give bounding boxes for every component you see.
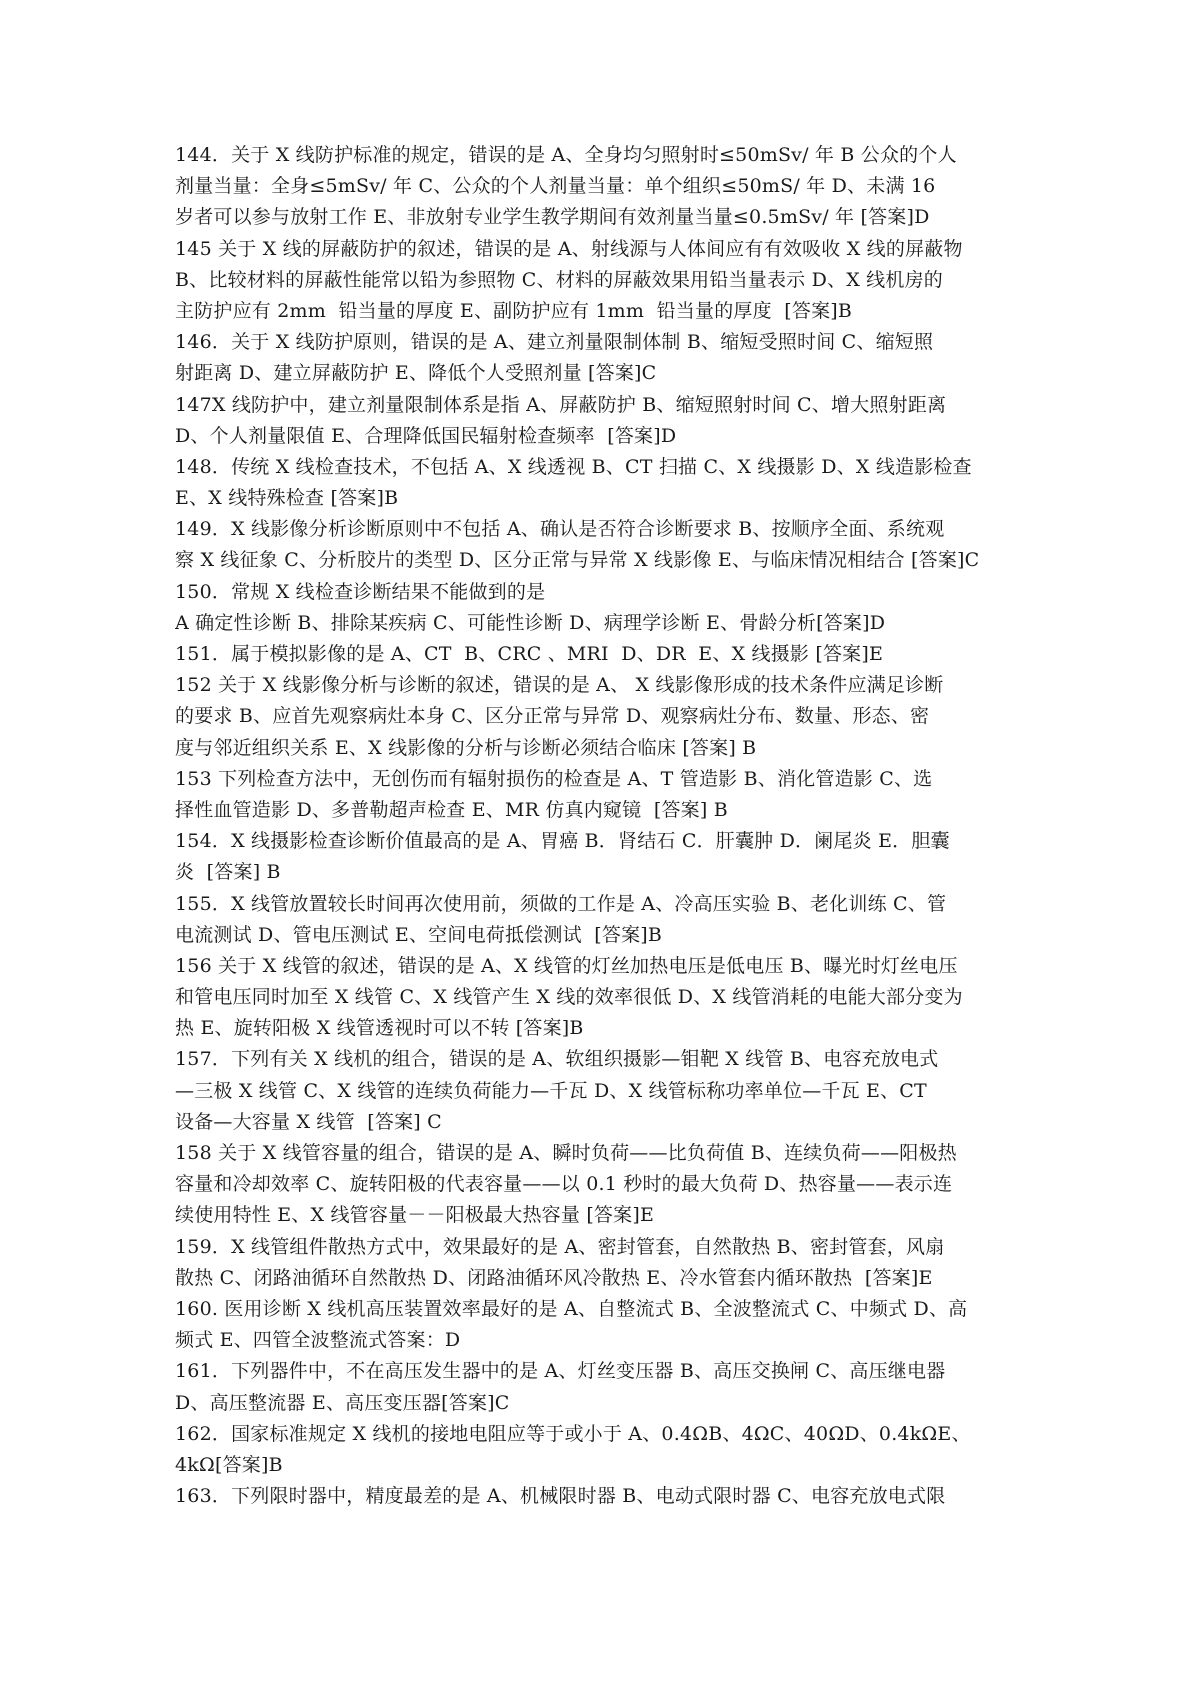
text-line: 主防护应有 2mm 铅当量的厚度 E、副防护应有 1mm 铅当量的厚度 [答案]B <box>175 299 853 322</box>
text-line: B、比较材料的屏蔽性能常以铅为参照物 C、材料的屏蔽效果用铅当量表示 D、X 线机房的 <box>175 268 943 291</box>
text-line: 择性血管造影 D、多普勒超声检查 E、MR 仿真内窥镜 [答案] B <box>175 798 728 821</box>
document-body <box>175 140 1015 1512</box>
text-line: 岁者可以参与放射工作 E、非放射专业学生教学期间有效剂量当量≤0.5mSv/ 年 [答案]D <box>175 206 930 229</box>
text-line: 设备—大容量 X 线管 [答案] C <box>175 1110 442 1133</box>
text-line: 162．国家标准规定 X 线机的接地电阻应等于或小于 A、0.4ΩB、4ΩC、40ΩD、0.4kΩE、 <box>175 1422 971 1445</box>
text-line: D、高压整流器 E、高压变压器[答案]C <box>175 1391 510 1414</box>
text-line: 156 关于 X 线管的叙述，错误的是 A、X 线管的灯丝加热电压是低电压 B、曝光时灯丝电压 <box>175 954 958 977</box>
text-line: 160. 医用诊断 X 线机高压装置效率最好的是 A、自整流式 B、全波整流式 C、中频式 D、高 <box>175 1297 968 1320</box>
text-line: 150．常规 X 线检查诊断结果不能做到的是 <box>175 580 546 603</box>
text-line: 163．下列限时器中，精度最差的是 A、机械限时器 B、电动式限时器 C、电容充放电式限 <box>175 1485 946 1508</box>
text-line: 射距离 D、建立屏蔽防护 E、降低个人受照剂量 [答案]C <box>175 362 657 385</box>
text-line: 频式 E、四管全波整流式答案：D <box>175 1329 461 1352</box>
text-line: E、X 线特殊检查 [答案]B <box>175 487 399 510</box>
text-line: —三极 X 线管 C、X 线管的连续负荷能力—千瓦 D、X 线管标称功率单位—千瓦 E、CT <box>175 1079 927 1102</box>
text-line: 续使用特性 E、X 线管容量－－阳极最大热容量 [答案]E <box>175 1204 655 1227</box>
text-line: 的要求 B、应首先观察病灶本身 C、区分正常与异常 D、观察病灶分布、数量、形态、密 <box>175 705 930 728</box>
text-line: 剂量当量：全身≤5mSv/ 年 C、公众的个人剂量当量：单个组织≤50mS/ 年 D、未满 16 <box>175 175 936 198</box>
text-line: 散热 C、闭路油循环自然散热 D、闭路油循环风冷散热 E、冷水管套内循环散热 [答案]E <box>175 1266 933 1289</box>
text-line: 144．关于 X 线防护标准的规定，错误的是 A、全身均匀照射时≤50mSv/ 年 B 公众的个人 <box>175 144 957 166</box>
text-line: 热 E、旋转阳极 X 线管透视时可以不转 [答案]B <box>175 1017 584 1040</box>
text-line: D、个人剂量限值 E、合理降低国民辐射检查频率 [答案]D <box>175 424 677 447</box>
text-line: 158 关于 X 线管容量的组合，错误的是 A、瞬时负荷——比负荷值 B、连续负荷——阳极热 <box>175 1142 957 1164</box>
text-line: 149．X 线影像分析诊断原则中不包括 A、确认是否符合诊断要求 B、按顺序全面、系统观 <box>175 518 945 541</box>
text-line: 154．X 线摄影检查诊断价值最高的是 A、胃癌 B．肾结石 C．肝囊肿 D．阑尾炎 E．胆囊 <box>175 830 950 853</box>
text-line: 147X 线防护中，建立剂量限制体系是指 A、屏蔽防护 B、缩短照射时间 C、增大照射距离 <box>175 393 947 416</box>
text-line: 容量和冷却效率 C、旋转阳极的代表容量——以 0.1 秒时的最大负荷 D、热容量——表示连 <box>175 1173 953 1196</box>
text-line: A 确定性诊断 B、排除某疾病 C、可能性诊断 D、病理学诊断 E、骨龄分析[答案]D <box>175 611 886 634</box>
text-line: 炎 [答案] B <box>175 861 281 884</box>
text-line: 电流测试 D、管电压测试 E、空间电荷抵偿测试 [答案]B <box>175 923 663 946</box>
text-line: 155．X 线管放置较长时间再次使用前，须做的工作是 A、冷高压实验 B、老化训练 C、管 <box>175 892 947 915</box>
text-line: 148．传统 X 线检查技术，不包括 A、X 线透视 B、CT 扫描 C、X 线摄影 D、X 线造影检查 <box>175 455 972 478</box>
text-line: 度与邻近组织关系 E、X 线影像的分析与诊断必须结合临床 [答案] B <box>175 736 757 759</box>
text-line: 157．下列有关 X 线机的组合，错误的是 A、软组织摄影—钼靶 X 线管 B、电容充放电式 <box>175 1048 939 1071</box>
text-line: 和管电压同时加至 X 线管 C、X 线管产生 X 线的效率很低 D、X 线管消耗的电能大部分变为 <box>175 986 963 1009</box>
text-line: 152 关于 X 线影像分析与诊断的叙述，错误的是 A、 X 线影像形成的技术条件应满足诊断 <box>175 674 944 697</box>
text-line: 151．属于模拟影像的是 A、CT B、CRC 、MRI D、DR E、X 线摄影 [答案]E <box>175 643 884 665</box>
text-line: 153 下列检查方法中，无创伤而有辐射损伤的检查是 A、T 管造影 B、消化管造影 C、选 <box>175 767 933 790</box>
text-line: 4kΩ[答案]B <box>175 1453 283 1476</box>
text-line: 161．下列器件中，不在高压发生器中的是 A、灯丝变压器 B、高压交换闸 C、高压继电器 <box>175 1360 946 1383</box>
text-line: 145 关于 X 线的屏蔽防护的叙述，错误的是 A、射线源与人体间应有有效吸收 X 线的屏蔽物 <box>175 237 963 260</box>
text-line: 159．X 线管组件散热方式中，效果最好的是 A、密封管套，自然散热 B、密封管套，风扇 <box>175 1235 945 1258</box>
text-line: 察 X 线征象 C、分析胶片的类型 D、区分正常与异常 X 线影像 E、与临床情况相结合 [答案]C <box>175 549 980 572</box>
text-line: 146．关于 X 线防护原则，错误的是 A、建立剂量限制体制 B、缩短受照时间 C、缩短照 <box>175 331 934 354</box>
